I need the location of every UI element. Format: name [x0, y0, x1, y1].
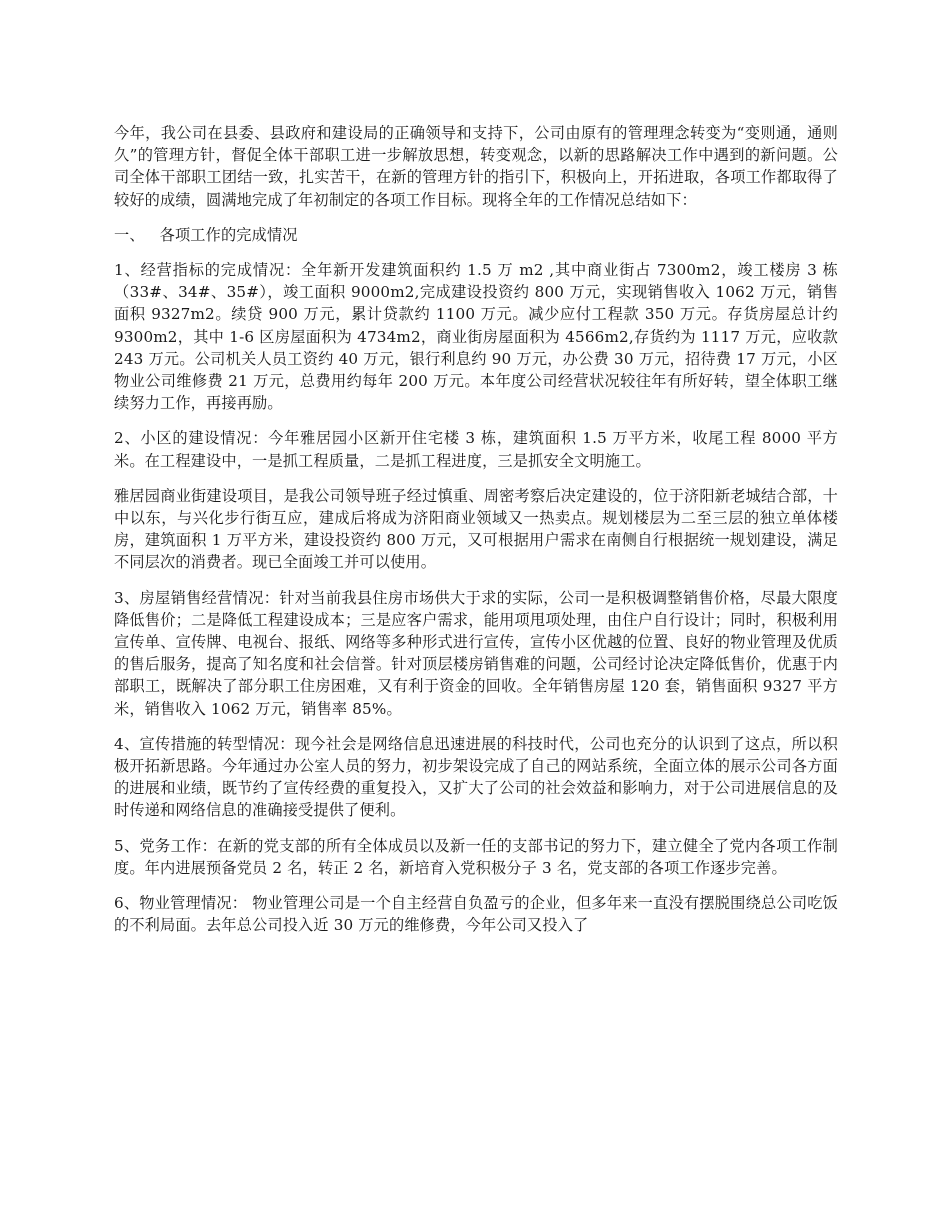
document-page — [114, 122, 838, 950]
item-1-paragraph: 1、经营指标的完成情况：全年新开发建筑面积约 1.5 万 m2 ,其中商业街占 7300m2，竣工楼房 3 栋（33#、34#、35#），竣工面积 9000m2,完成建设投资约 800 万元，实现销售收入 1062 万元，销售面积 9327m2。续贷 900 万元，累计贷款约 1100 万元。减少应付工程款 350 万元。存货房屋总计约 9300m2，其中 1-6 区房屋面积为 4734m2，商业街房屋面积为 4566m2,存货约为 1117 万元，应收款 243 万元。公司机关人员工资约 40 万元，银行利息约 90 万元，办公费 30 万元，招待费 17 万元，小区物业公司维修费 21 万元，总费用约每年 200 万元。本年度公司经营状况较往年有所好转，望全体职工继续努力工作，再接再励。 — [114, 261, 838, 413]
intro-paragraph: 今年，我公司在县委、县政府和建设局的正确领导和支持下，公司由原有的管理理念转变为“变则通，通则久”的管理方针，督促全体干部职工进一步解放思想，转变观念，以新的思路解决工作中遇到的新问题。公司全体干部职工团结一致，扎实苦干，在新的管理方针的指引下，积极向上，开拓进取，各项工作都取得了较好的成绩，圆满地完成了年初制定的各项工作目标。现将全年的工作情况总结如下： — [114, 124, 838, 209]
item-6-paragraph: 6、物业管理情况： 物业管理公司是一个自主经营自负盈亏的企业，但多年来一直没有摆脱围绕总公司吃饭的不利局面。去年总公司投入近 30 万元的维修费，今年公司又投入了 — [114, 894, 838, 935]
item-5-paragraph: 5、党务工作：在新的党支部的所有全体成员以及新一任的支部书记的努力下，建立健全了党内各项工作制度。年内进展预备党员 2 名，转正 2 名，新培育入党积极分子 3 名，党支部的各项工作逐步完善。 — [114, 836, 838, 877]
section-heading: 一、 各项工作的完成情况 — [114, 225, 298, 244]
item-3-paragraph: 3、房屋销售经营情况：针对当前我县住房市场供大于求的实际，公司一是积极调整销售价格，尽最大限度降低售价；二是降低工程建设成本；三是应客户需求，能用项甩项处理，由住户自行设计；同时，积极利用宣传单、宣传牌、电视台、报纸、网络等多种形式进行宣传，宣传小区优越的位置、良好的物业管理及优质的售后服务，提高了知名度和社会信誉。针对顶层楼房销售难的问题，公司经讨论决定降低售价，优惠于内部职工，既解决了部分职工住房困难，又有利于资金的回收。全年销售房屋 120 套，销售面积 9327 平方米，销售收入 1062 万元，销售率 85%。 — [114, 588, 838, 718]
item-2-paragraph: 2、小区的建设情况：今年雅居园小区新开住宅楼 3 栋，建筑面积 1.5 万平方米，收尾工程 8000 平方米。在工程建设中，一是抓工程质量，二是抓工程进度，三是抓安全文明施工。 — [114, 429, 838, 470]
item-4-paragraph: 4、宣传措施的转型情况：现今社会是网络信息迅速进展的科技时代，公司也充分的认识到了这点，所以积极开拓新思路。今年通过办公室人员的努力，初步架设完成了自己的网站系统，全面立体的展示公司各方面的进展和业绩，既节约了宣传经费的重复投入，又扩大了公司的社会效益和影响力，对于公司进展信息的及时传递和网络信息的准确接受提供了便利。 — [114, 734, 838, 820]
item-2-continuation-paragraph: 雅居园商业街建设项目，是我公司领导班子经过慎重、周密考察后决定建设的，位于济阳新老城结合部，十中以东，与兴化步行街互应，建成后将成为济阳商业领域又一热卖点。规划楼层为二至三层的独立单体楼房，建筑面积 1 万平方米，建设投资约 800 万元，又可根据用户需求在南侧自行根据统一规划建设，满足不同层次的消费者。现已全面竣工并可以使用。 — [114, 486, 838, 572]
